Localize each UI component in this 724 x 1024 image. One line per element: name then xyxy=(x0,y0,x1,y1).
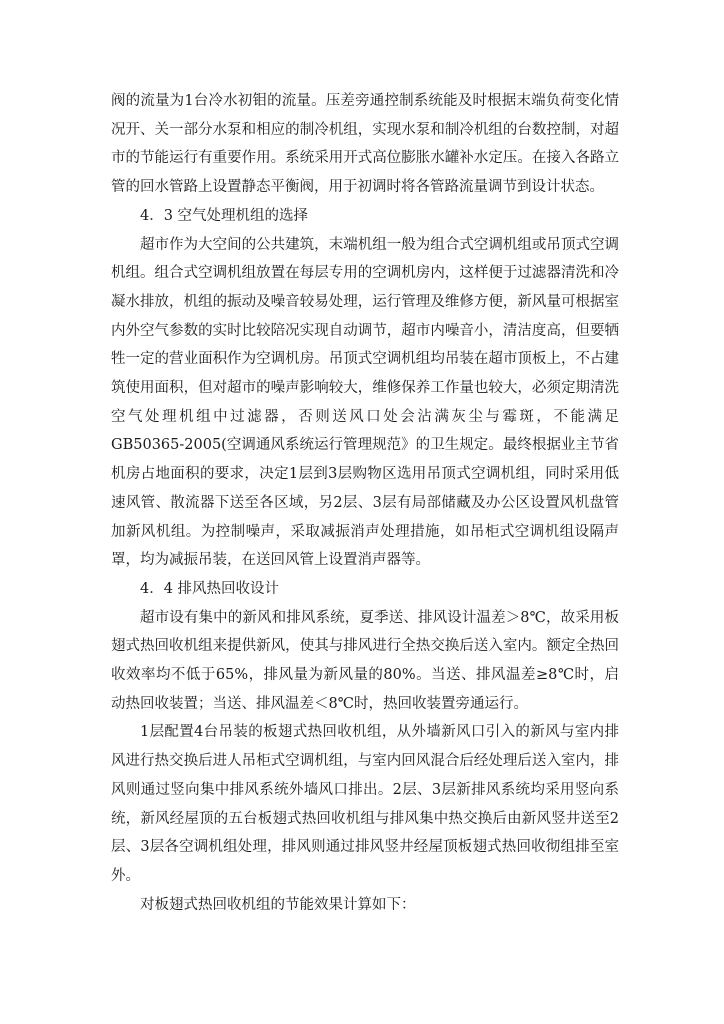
paragraph-air-handling: 超市作为大空间的公共建筑，末端机组一般为组合式空调机组或吊顶式空调机组。组合式空调机组放置在每层专用的空调机房内，这样便于过滤器清洗和冷凝水排放，机组的振动及噪音较易处理，运行管理及维修方便，新风量可根据室内外空气参数的实时比较陪况实现自动调节，超市内噪音小，清洁度高，但要牺牲一定的营业面积作为空调机房。吊顶式空调机组均吊装在超市顶板上，不占建筑使用面积，但对超市的噪声影响较大，维修保养工作量也较大，必须定期清洗空气处理机组中过滤器，否则送风口处会沾满灰尘与霉斑，不能满足GB50365-2005(空调通风系统运行管理规范》的卫生规定。最终根据业主节省机房占地面积的要求，决定1层到3层购物区选用吊顶式空调机组，同时采用低速风管、散流器下送至各区域，另2层、3层有局部储藏及办公区设置风机盘管加新风机组。为控制噪声，采取减振消声处理措施，如吊柜式空调机组设隔声罩，均为减振吊装，在送回风管上设置消声器等。 xyxy=(111,236,619,569)
paragraph-continued: 阀的流量为1台冷水初钼的流量。压差旁通控制系统能及时根据末端负荷变化情况开、关一部分水泵和相应的制冷机组，实现水泵和制冷机组的台数控制，对超市的节能运行有重要作用。系统采用开式高位膨胀水罐补水定压。在接入各路立管的回水管路上设置静态平衡阀，用于初调时将各管路流量调节到设计状态。 xyxy=(111,93,619,196)
section-heading-4-3: 4．3 空气处理机组的选择 xyxy=(140,207,309,224)
paragraph-heat-recovery-config: 1层配置4台吊装的板翅式热回收机组，从外墙新风口引入的新风与室内排风进行热交换后进人吊柜式空调机组，与室内回风混合后经处理后送入室内，排风则通过竖向集中排风系统外墙风口排出。2层、3层新排风系统均采用竖向系统，新风经屋顶的五台板翅式热回收机组与排风集中热交换后由新风竖井送至2层、3层各空调机组处理，排风则通过排风竖井经屋顶板翅式热回收彻组排至室外。 xyxy=(111,724,619,884)
paragraph-heat-recovery-intro: 超市设有集中的新风和排风系统，夏季送、排风设计温差＞8℃，故采用板翅式热回收机组来提供新风，使其与排风进行全热交换后送入室内。额定全热回收效率均不低于65%，排风量为新风量的80%。当送、排风温差≥8℃时，启动热回收装置；当送、排风温差＜8℃时，热回收装置旁通运行。 xyxy=(111,609,619,712)
document-body xyxy=(111,87,619,919)
paragraph-calculation-intro: 对板翅式热回收机组的节能效果计算如下： xyxy=(140,896,416,913)
section-heading-4-4: 4．4 排风热回收设计 xyxy=(140,580,280,597)
